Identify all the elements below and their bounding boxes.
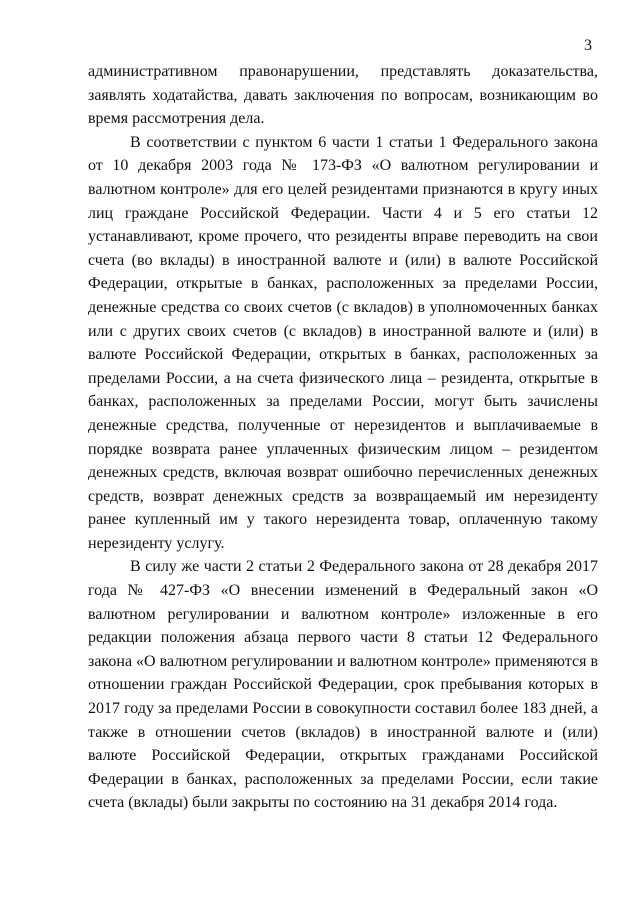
page-number: 3 [584, 37, 592, 54]
paragraph-2: В соответствии с пунктом 6 части 1 статьи 1 Федерального закона от 10 декабря 2003 года № 173-ФЗ «О валютном регулировании и валютном контроле» для его целей резидентами признаются в кругу иных лиц граждане Российской Федерации. Части 4 и 5 его статьи 12 устанавливают, кроме прочего, что резиденты вправе переводить на свои счета (во вклады) в иностранной валюте и (или) в валюте Российской Федерации, открытые в банках, расположенных за пределами России, денежные средства со своих счетов (с вкладов) в уполномоченных банках или с других своих счетов (с вкладов) в иностранной валюте и (или) в валюте Российской Федерации, открытых в банках, расположенных за пределами России, а на счета физического лица – резидента, открытые в банках, расположенных за пределами России, могут быть зачислены денежные средства, полученные от нерезидентов и выплачиваемые в порядке возврата ранее уплаченных физическим лицом – резидентом денежных средств, включая возврат ошибочно перечисленных денежных средств, возврат денежных средств за возвращаемый им нерезиденту ранее купленный им у такого нерезидента товар, оплаченную такому нерезиденту услугу. [88, 133, 598, 552]
document-body [88, 60, 598, 815]
paragraph-1: административном правонарушении, представлять доказательства, заявлять ходатайства, давать заключения по вопросам, возникающим во время рассмотрения дела. [88, 63, 598, 128]
paragraph-3: В силу же части 2 статьи 2 Федерального закона от 28 декабря 2017 года № 427-ФЗ «О внесении изменений в Федеральный закон «О валютном регулировании и валютном контроле» изложенные в его редакции положения абзаца первого части 8 статьи 12 Федерального закона «О валютном регулировании и валютном контроле» применяются в отношении граждан Российской Федерации, срок пребывания которых в 2017 году за пределами России в совокупности составил более 183 дней, а также в отношении счетов (вкладов) в иностранной валюте и (или) валюте Российской Федерации, открытых гражданами Российской Федерации в банках, расположенных за пределами России, если такие счета (вклады) были закрыты по состоянию на 31 декабря 2014 года. [88, 558, 598, 812]
